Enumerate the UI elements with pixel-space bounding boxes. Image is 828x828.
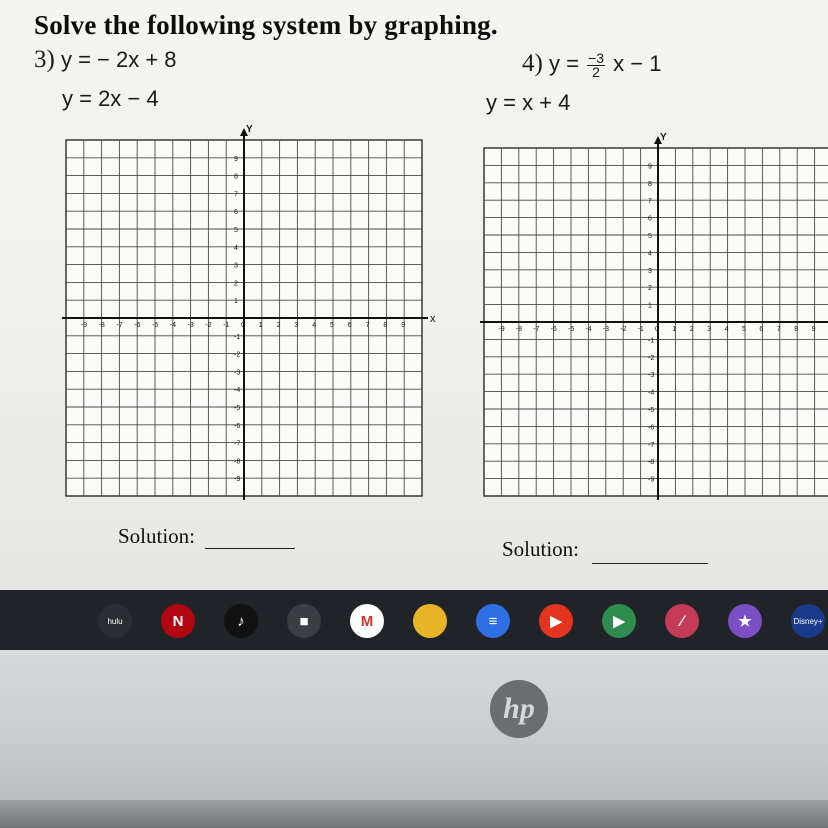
problem3-x-tick-label: 4	[312, 322, 317, 329]
hulu-icon[interactable]: hulu	[98, 604, 132, 638]
problem3-y-tick-label: 9	[234, 155, 238, 163]
problem4-x-tick-label: 0	[655, 326, 659, 333]
problem3-graph[interactable]	[62, 124, 436, 508]
problem4-x-tick-label: -8	[515, 326, 523, 333]
gmail-icon[interactable]: M	[350, 604, 384, 638]
problem3-x-tick-label: -8	[98, 322, 105, 329]
problem4-x-tick-label: -4	[585, 326, 592, 333]
problem3-y-tick-label: -1	[234, 333, 241, 341]
problem3-y-tick-label: -9	[234, 476, 241, 484]
problem3-x-tick-label: 2	[276, 322, 281, 329]
problem4-eq1-row	[522, 50, 661, 79]
problem4-fraction-denominator: 2	[592, 63, 600, 80]
youtube-icon[interactable]: ▶	[539, 604, 573, 638]
problem3-x-tick-label: -6	[134, 322, 141, 329]
problem3-x-axis-label: x	[430, 313, 436, 325]
problem4-x-tick-label: -6	[550, 326, 557, 333]
problem3-x-tick-label: 5	[330, 322, 334, 329]
problem3-x-tick-label: 6	[347, 322, 352, 329]
problem3-y-tick-label: 5	[234, 227, 238, 234]
problem3-x-tick-label: -1	[223, 322, 230, 329]
problem4-y-tick-label: -2	[648, 354, 655, 362]
play-store-icon[interactable]: ▶	[602, 604, 636, 638]
problem4-x-tick-label: 9	[811, 326, 816, 333]
problem4-y-tick-label: -6	[648, 424, 655, 432]
problem4-number: 4)	[522, 50, 543, 77]
problem3-y-tick-label: 6	[234, 209, 238, 217]
problem4-y-tick-label: -3	[648, 372, 655, 380]
problem4-x-tick-label: -7	[533, 326, 540, 333]
problem4-x-tick-label: 2	[689, 326, 694, 333]
problem4-x-tick-label: 4	[724, 326, 729, 333]
problem4-x-tick-label: -1	[637, 326, 644, 333]
problem4-y-tick-label: 2	[648, 285, 652, 293]
problem3-number: 3)	[34, 46, 55, 73]
problem4-fraction	[587, 49, 605, 80]
problem4-y-tick-label: -5	[648, 407, 655, 414]
problem4-y-tick-label: 8	[648, 180, 652, 188]
tiktok-icon[interactable]: ♪	[224, 604, 258, 638]
netflix-icon[interactable]: N	[161, 604, 195, 638]
problem4-y-tick-label: 1	[648, 302, 652, 310]
problem3-x-tick-label: -7	[116, 322, 123, 329]
problem3-x-tick-label: 1	[258, 322, 263, 329]
problem4-y-tick-label: 4	[648, 250, 652, 258]
laptop-hinge	[0, 800, 828, 828]
problem3-y-tick-label: 1	[234, 298, 238, 306]
problem3-eq1: y = − 2x + 8	[60, 47, 177, 72]
problem4-y-tick-label: 9	[648, 163, 652, 171]
problem4-x-tick-label: 6	[759, 326, 764, 333]
problem3-x-tick-label: 7	[365, 322, 370, 329]
problem3-x-tick-label: -3	[187, 322, 194, 329]
problem3-y-tick-label: -7	[234, 440, 241, 448]
problem4-y-tick-label: 5	[648, 233, 652, 240]
problem3-y-tick-label: -3	[234, 369, 241, 377]
problem3-y-tick-label: 2	[234, 280, 238, 288]
problem3-solution-blank[interactable]	[205, 548, 295, 549]
problem4-x-tick-label: -3	[602, 326, 610, 333]
problem4-eq1-left: y =	[548, 51, 579, 76]
problem4-x-tick-label: -5	[568, 326, 575, 333]
chrome-icon[interactable]	[413, 604, 447, 638]
paint-icon[interactable]: ∕	[665, 604, 699, 638]
disney-icon[interactable]: Disney+	[791, 604, 825, 638]
problem4-x-tick-label: 5	[742, 326, 746, 333]
problem4-x-tick-label: 7	[776, 326, 781, 333]
problem4-y-axis-label: Y	[660, 132, 667, 143]
problem3-x-tick-label: -2	[205, 322, 212, 329]
problem4-y-tick-label: -4	[648, 389, 655, 397]
worksheet-title: Solve the following system by graphing.	[34, 10, 498, 40]
problem3-x-tick-label: 3	[294, 322, 299, 329]
problem3-y-tick-label: 3	[234, 262, 238, 270]
problem3-y-tick-label: -5	[234, 405, 241, 412]
problem3-solution-label: Solution:	[118, 524, 196, 548]
problem3-eq2: y = 2x − 4	[62, 86, 159, 111]
problem3-y-axis-label: Y	[246, 124, 253, 135]
problem4-eq2: y = x + 4	[486, 90, 571, 115]
problem4-y-tick-label: -8	[648, 459, 655, 467]
problem3-y-tick-label: -2	[234, 351, 241, 359]
problem3-x-tick-label: 9	[401, 322, 406, 329]
problem4-x-tick-label: 3	[707, 326, 712, 333]
problem4-y-tick-label: -7	[648, 441, 655, 449]
problem4-solution-label: Solution:	[502, 537, 580, 561]
problem4-x-tick-label: 1	[672, 326, 677, 333]
problem4-x-tick-label: 8	[794, 326, 799, 333]
problem3-y-tick-label: 8	[234, 173, 238, 181]
problem3-eq1-row	[34, 46, 177, 74]
problem3-y-tick-label: -6	[234, 422, 241, 430]
problem4-solution-blank[interactable]	[592, 563, 708, 564]
problem4-eq1-right: x − 1	[613, 51, 662, 76]
problem4-y-tick-label: -9	[648, 476, 655, 484]
problem4-x-tick-label: -9	[498, 326, 505, 333]
problem3-x-tick-label: 8	[383, 322, 388, 329]
problem4-y-tick-label: 7	[648, 198, 652, 206]
problem3-x-tick-label: -9	[80, 322, 88, 329]
problem4-y-tick-label: 3	[648, 267, 652, 275]
problem3-y-tick-label: 4	[234, 244, 238, 252]
problem3-x-tick-label: 0	[241, 322, 245, 329]
problem3-x-tick-label: -5	[152, 322, 159, 329]
game-icon[interactable]: ★	[728, 604, 762, 638]
problem4-y-tick-label: 6	[648, 215, 652, 223]
problem3-y-tick-label: 7	[234, 191, 238, 199]
problem4-graph[interactable]	[472, 134, 828, 514]
problem4-fraction-numerator: −3	[588, 49, 605, 66]
problem3-y-tick-label: -8	[234, 458, 241, 466]
problem4-x-tick-label: -2	[620, 326, 627, 333]
problem4-y-tick-label: -1	[648, 337, 655, 345]
problem3-x-tick-label: -4	[169, 322, 177, 329]
hp-logo: hp	[490, 680, 548, 738]
docs-icon[interactable]: ≡	[476, 604, 510, 638]
problem3-y-tick-label: -4	[234, 387, 241, 395]
classroom-icon[interactable]: ■	[287, 604, 321, 638]
